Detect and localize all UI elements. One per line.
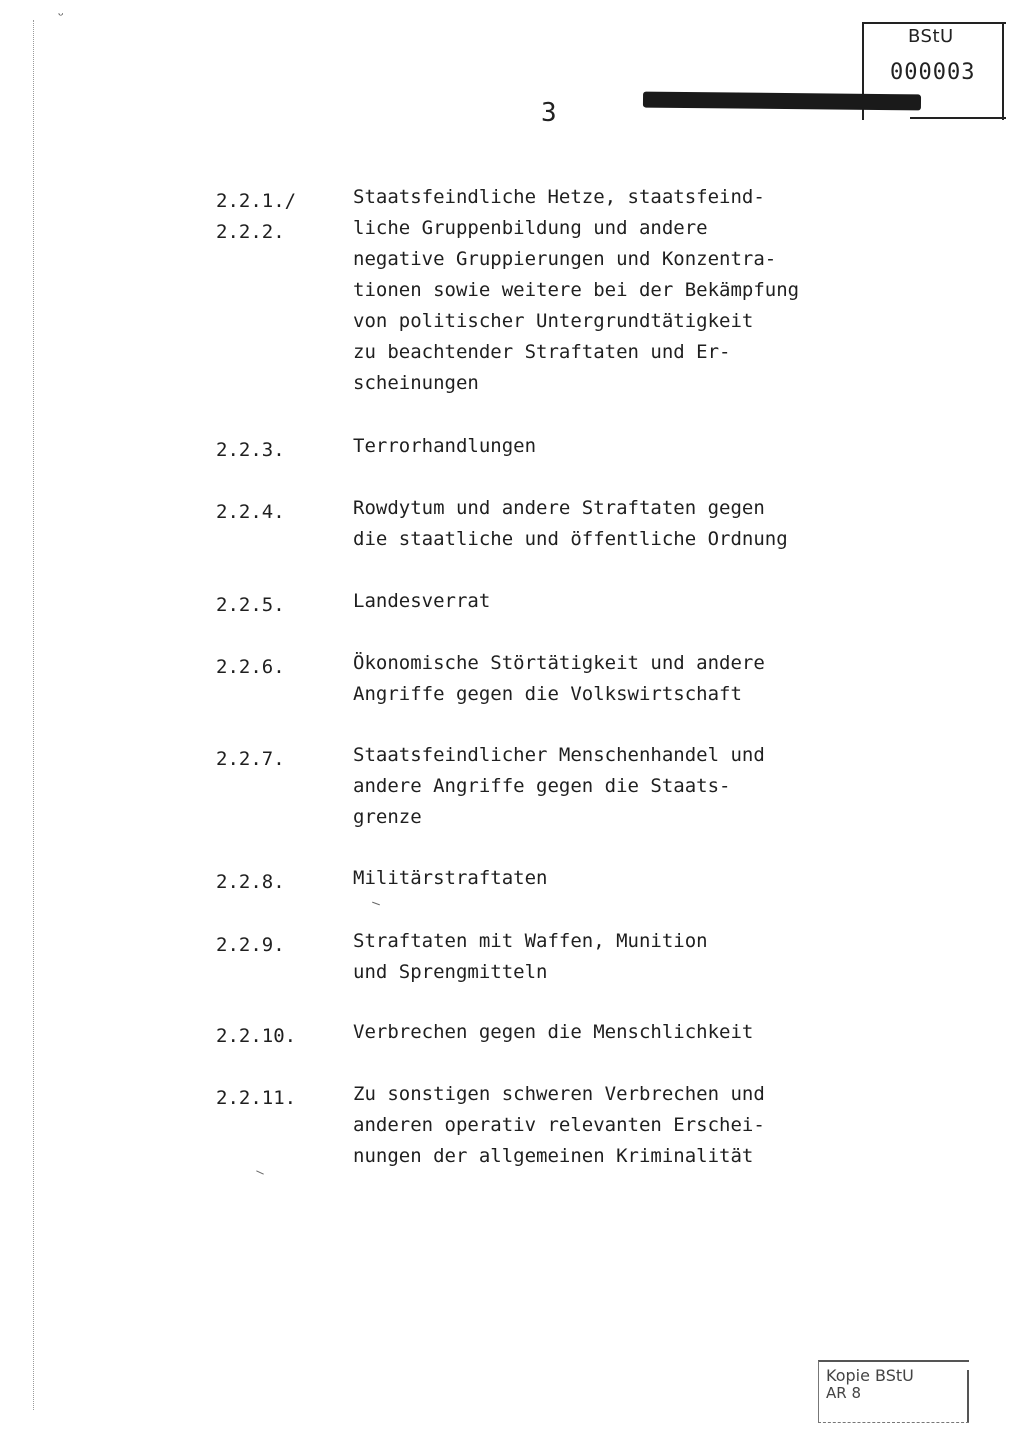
scan-edge	[33, 20, 34, 1410]
toc-entry-number: 2.2.7.	[216, 748, 285, 770]
toc-entry-number: 2.2.9.	[216, 934, 285, 956]
toc-entry-title-line: tionen sowie weitere bei der Bekämpfung	[353, 279, 800, 301]
toc-entry-title-line: Verbrechen gegen die Menschlichkeit	[353, 1021, 754, 1043]
toc-entry-number: 2.2.5.	[216, 594, 285, 616]
toc-entry-title-line: negative Gruppierungen und Konzentra-	[353, 248, 777, 270]
page-number: 3	[541, 98, 557, 128]
copy-stamp-reference: AR 8	[826, 1384, 861, 1402]
toc-entry-title-line: die staatliche und öffentliche Ordnung	[353, 528, 788, 550]
toc-entry-title-line: Angriffe gegen die Volkswirtschaft	[353, 683, 742, 705]
toc-entry-title-line: Terrorhandlungen	[353, 435, 537, 457]
scan-speck	[372, 902, 380, 906]
toc-entry-title-line: scheinungen	[353, 372, 479, 394]
scan-mark: ᵕ	[58, 8, 64, 24]
copy-stamp-label: Kopie BStU	[826, 1366, 914, 1385]
toc-entry-title-line: von politischer Untergrundtätigkeit	[353, 310, 754, 332]
toc-entry-number: 2.2.8.	[216, 871, 285, 893]
toc-entry-title-line: Ökonomische Störtätigkeit und andere	[353, 652, 765, 674]
archive-stamp-org: BStU	[908, 26, 954, 47]
toc-entry-title-line: Zu sonstigen schweren Verbrechen und	[353, 1083, 765, 1105]
toc-entry-number: 2.2.4.	[216, 501, 285, 523]
toc-entry-title-line: Landesverrat	[353, 590, 491, 612]
toc-entry-number: 2.2.3.	[216, 439, 285, 461]
toc-entry-title-line: und Sprengmitteln	[353, 961, 548, 983]
toc-entry-title-line: liche Gruppenbildung und andere	[353, 217, 708, 239]
toc-entry-title-line: andere Angriffe gegen die Staats-	[353, 775, 731, 797]
toc-entry-number: 2.2.11.	[216, 1087, 297, 1109]
toc-entry-number: 2.2.10.	[216, 1025, 297, 1047]
redaction-bar	[643, 92, 921, 111]
toc-entry-title-line: nungen der allgemeinen Kriminalität	[353, 1145, 754, 1167]
toc-entry-number: 2.2.6.	[216, 656, 285, 678]
toc-entry-title-line: anderen operativ relevanten Erschei-	[353, 1114, 765, 1136]
toc-entry-number: 2.2.1./ 2.2.2.	[216, 190, 297, 243]
toc-entry-title-line: Straftaten mit Waffen, Munition	[353, 930, 708, 952]
archive-stamp-number: 000003	[890, 60, 976, 85]
archive-stamp-underline	[910, 117, 1006, 119]
toc-entry-title-line: Staatsfeindlicher Menschenhandel und	[353, 744, 765, 766]
toc-entry-title-line: Rowdytum und andere Straftaten gegen	[353, 497, 765, 519]
scan-speck	[256, 1170, 264, 1174]
toc-entry-title-line: Militärstraftaten	[353, 867, 548, 889]
toc-entry-title-line: zu beachtender Straftaten und Er-	[353, 341, 731, 363]
toc-entry-title-line: Staatsfeindliche Hetze, staatsfeind-	[353, 186, 765, 208]
toc-entry-title-line: grenze	[353, 806, 422, 828]
